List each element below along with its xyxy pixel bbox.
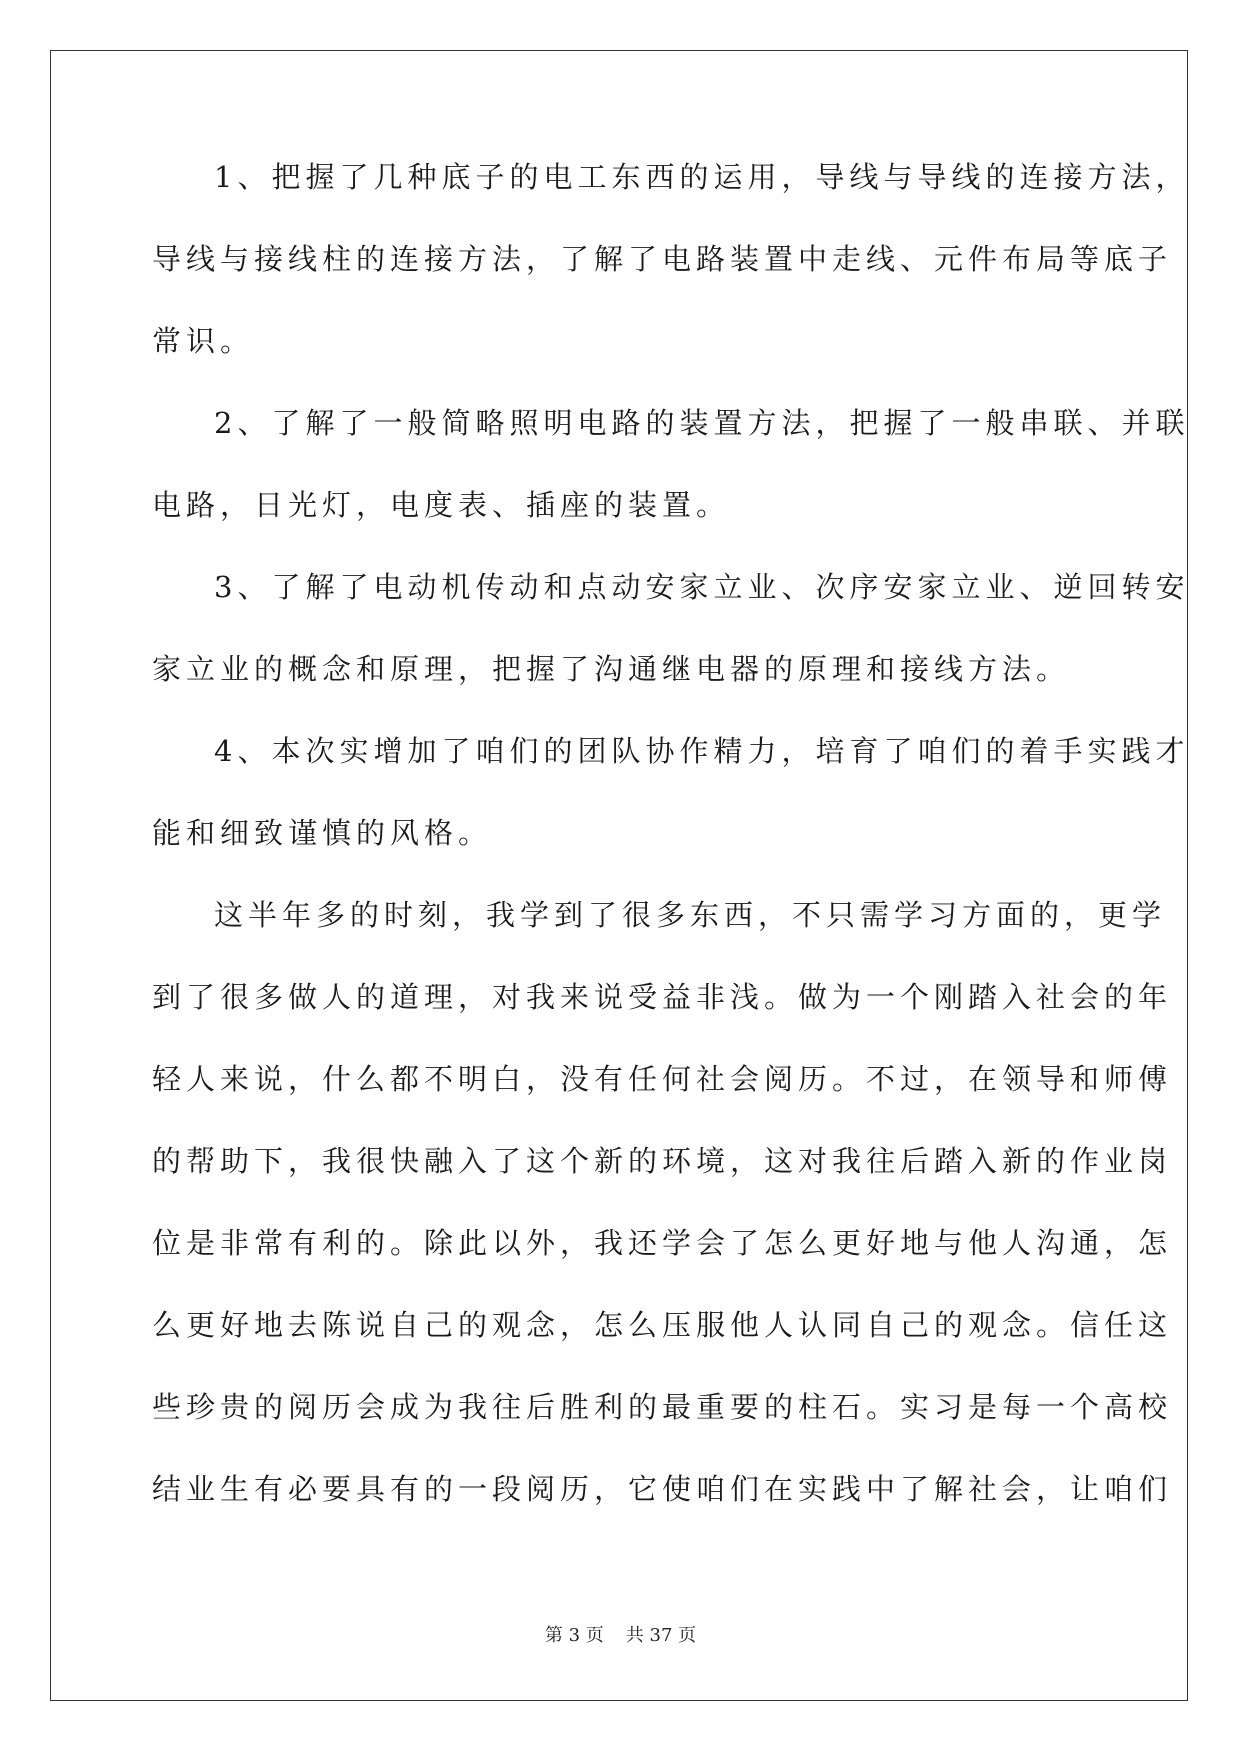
text-line: 位是非常有利的。除此以外，我还学会了怎么更好地与他人沟通，怎 [152, 1226, 1173, 1260]
document-body [152, 160, 1190, 1556]
text-line: 导线与接线柱的连接方法，了解了电路装置中走线、元件布局等底子 [152, 242, 1173, 276]
page-footer [0, 1621, 1241, 1647]
text-line: 1、把握了几种底子的电工东西的运用，导线与导线的连接方法， [214, 160, 1190, 194]
text-line: 常识。 [152, 324, 255, 358]
text-line: 电路，日光灯，电度表、插座的装置。 [152, 488, 731, 522]
page-number-current: 第 3 页 [544, 1625, 604, 1646]
text-line: 能和细致谨慎的风格。 [152, 816, 493, 850]
text-line: 4、本次实增加了咱们的团队协作精力，培育了咱们的着手实践才 [214, 734, 1190, 768]
text-line: 到了很多做人的道理，对我来说受益非浅。做为一个刚踏入社会的年 [152, 980, 1173, 1014]
text-line: 结业生有必要具有的一段阅历，它使咱们在实践中了解社会，让咱们 [152, 1472, 1173, 1506]
text-line: 的帮助下，我很快融入了这个新的环境，这对我往后踏入新的作业岗 [152, 1144, 1173, 1178]
text-line: 些珍贵的阅历会成为我往后胜利的最重要的柱石。实习是每一个高校 [152, 1390, 1173, 1424]
text-line: 轻人来说，什么都不明白，没有任何社会阅历。不过，在领导和师傅 [152, 1062, 1173, 1096]
page-number-total: 共 37 页 [625, 1625, 697, 1646]
text-line: 2、了解了一般简略照明电路的装置方法，把握了一般串联、并联 [214, 406, 1190, 440]
text-line: 家立业的概念和原理，把握了沟通继电器的原理和接线方法。 [152, 652, 1071, 686]
text-line: 3、了解了电动机传动和点动安家立业、次序安家立业、逆回转安 [214, 570, 1190, 604]
text-line: 这半年多的时刻，我学到了很多东西，不只需学习方面的，更学 [214, 898, 1167, 932]
text-line: 么更好地去陈说自己的观念，怎么压服他人认同自己的观念。信任这 [152, 1308, 1173, 1342]
